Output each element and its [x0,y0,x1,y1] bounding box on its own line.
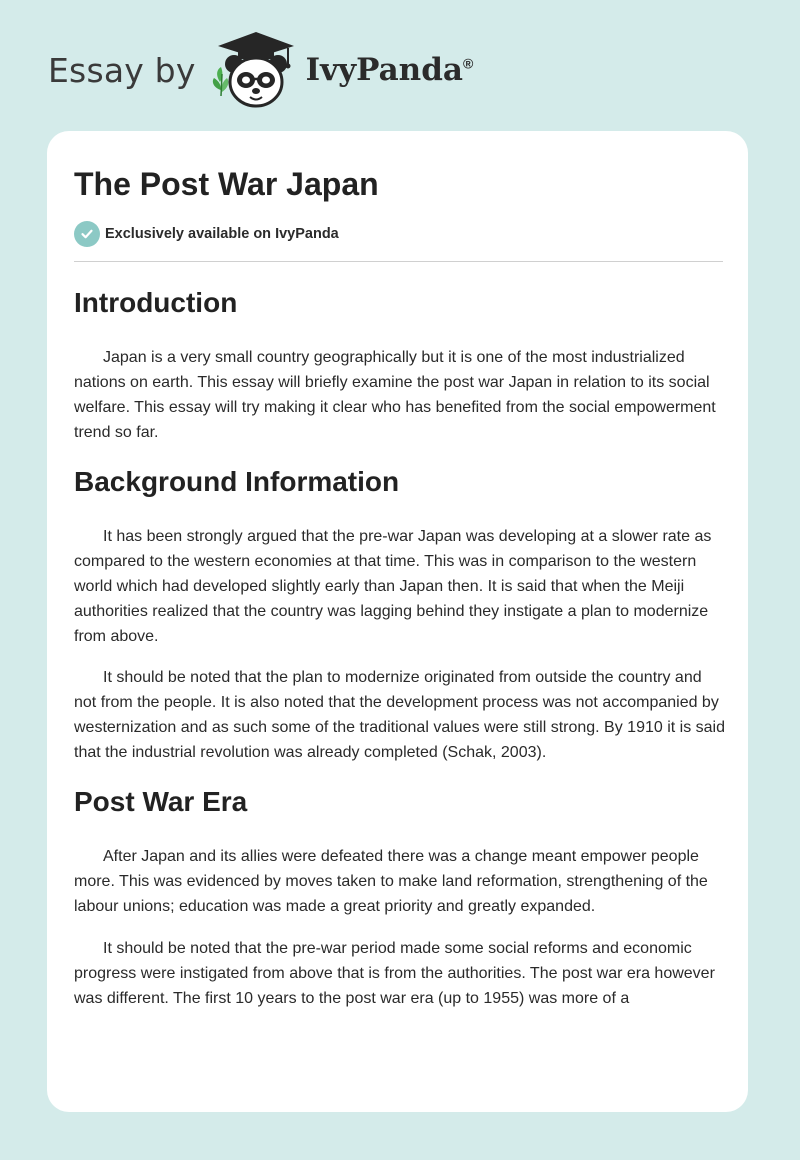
paragraph: It should be noted that the pre-war period made some social reforms and economic progress were instigated from above that is from the authorities. The post war era however was different. The first 10 years to the post war era (up to 1955) was more of a [74,940,715,1007]
paragraph: It has been strongly argued that the pre-war Japan was developing at a slower rate as compared to the western economies at that time. This was in comparison to the western world which had developed slightly early than Japan then. It is said that when the Meiji authorities realized that the country was lagging behind they instigate a plan to modernize from above. [74,528,712,645]
essay-title: The Post War Japan [74,166,379,202]
exclusive-label: Exclusively available on IvyPanda [105,226,339,242]
essay-by-label: Essay by [48,50,196,90]
brand-name: IvyPanda® [305,52,474,88]
site-header [48,30,473,110]
paragraph: Japan is a very small country geographically but it is one of the most industrialized nations on earth. This essay will briefly examine the post war Japan in relation to its social welfare. This essay will try making it clear who has benefited from the social empowerment trend so far. [74,349,716,441]
section-background-information [74,462,726,765]
essay-card [47,131,748,1112]
panda-graduate-icon [208,30,304,110]
section-introduction [74,283,726,445]
section-heading: Background Information [74,466,400,497]
check-circle-icon [74,221,100,247]
paragraph: After Japan and its allies were defeated there was a change meant empower people more. This was evidenced by moves taken to make land reformation, strengthening of the labour unions; education was made a great priority and greatly expanded. [74,848,708,915]
section-post-war-era [74,782,726,1011]
essay-body [74,281,726,1011]
section-heading: Post War Era [74,786,248,817]
title-divider [74,261,723,262]
section-heading: Introduction [74,287,238,318]
exclusive-badge [74,221,339,247]
paragraph: It should be noted that the plan to modernize originated from outside the country and not from the people. It is also noted that the development process was not accompanied by westernization and as such some of the traditional values were still strong. By 1910 it is said that the industrial revolution was already completed (Schak, 2003). [74,669,725,761]
